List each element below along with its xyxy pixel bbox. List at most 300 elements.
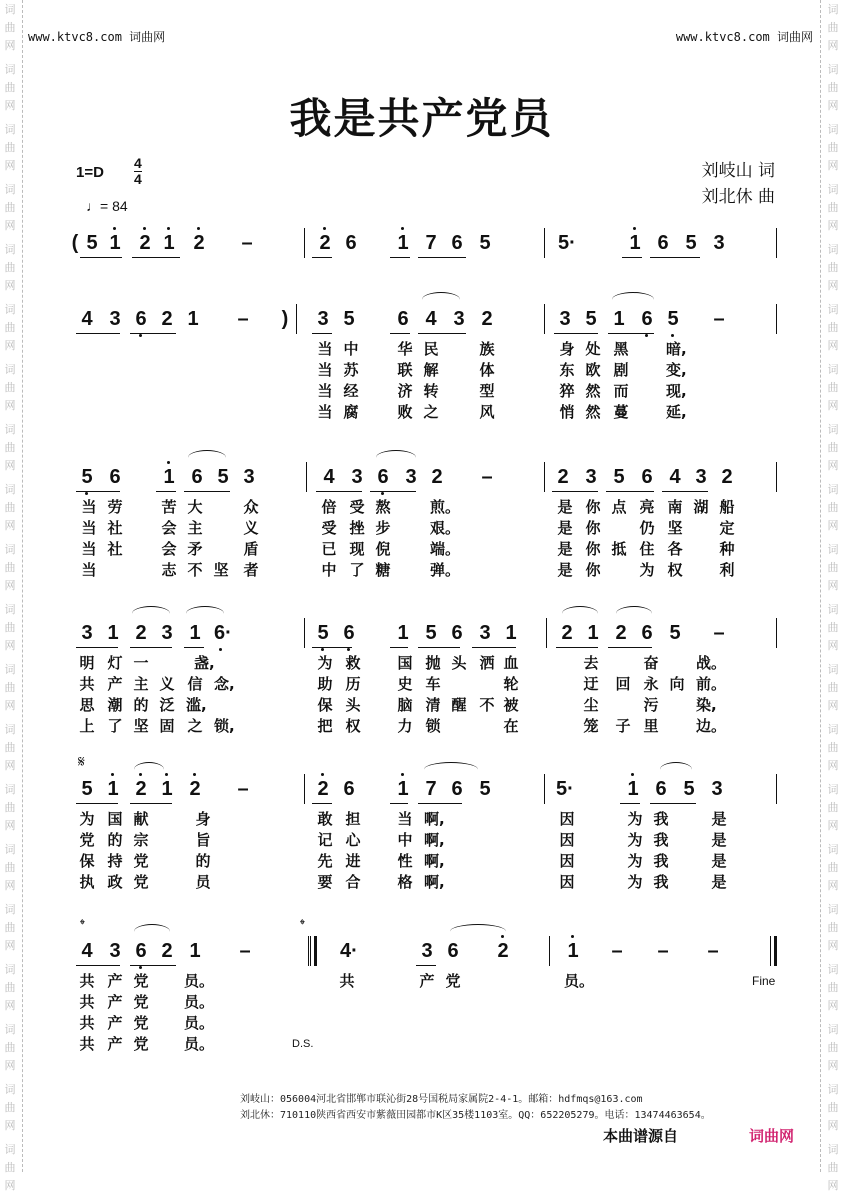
beam-underline — [132, 257, 180, 258]
barline — [296, 304, 297, 334]
watermark-char: 网 — [4, 99, 16, 112]
slur — [134, 924, 170, 939]
note: – — [237, 308, 249, 330]
lyric-char: 党 — [133, 1035, 149, 1053]
watermark-char: 曲 — [827, 321, 839, 334]
note: 6 — [641, 622, 653, 644]
beam-underline — [76, 965, 120, 966]
lyric-char: 向 — [669, 675, 685, 693]
lyric-char: 中 — [343, 340, 359, 358]
barline — [544, 228, 545, 258]
lyric-char: 为 — [79, 810, 95, 828]
lyric-char: 各 — [667, 540, 683, 558]
lyric-char: 历 — [345, 675, 361, 693]
lyric-char: 端。 — [430, 540, 461, 558]
watermark-char: 网 — [827, 579, 839, 592]
barline — [776, 304, 777, 334]
beam-underline — [312, 257, 332, 258]
score-system — [0, 936, 719, 1054]
note: 5 — [685, 232, 697, 254]
note: 1 — [189, 940, 201, 962]
slur — [422, 292, 460, 307]
watermark-char: 词 — [827, 543, 839, 556]
note: 3 — [695, 466, 707, 488]
beam-underline — [370, 491, 416, 492]
lyric-char: 而 — [613, 382, 629, 400]
barline — [776, 228, 777, 258]
barline — [304, 228, 305, 258]
lyric-char: 党 — [79, 831, 95, 849]
lyric-char: 中 — [397, 831, 413, 849]
lyric-char: 倪 — [375, 540, 391, 558]
note: 1 — [161, 778, 173, 800]
watermark-char: 词 — [827, 1083, 839, 1096]
beam-underline — [390, 257, 410, 258]
watermark-char: 网 — [827, 339, 839, 352]
lyric-char: 义 — [243, 519, 259, 537]
watermark-char: 词 — [827, 903, 839, 916]
watermark-char: 曲 — [827, 1101, 839, 1114]
note: 2 — [615, 622, 627, 644]
beam-underline — [418, 803, 462, 804]
barline — [544, 304, 545, 334]
note: 2 — [557, 466, 569, 488]
lyric-verse-1 — [0, 338, 710, 359]
note: 4· — [340, 940, 358, 962]
lyric-char: 洒 — [479, 654, 495, 672]
lyric-char: 然 — [585, 403, 601, 421]
note: 7 — [425, 778, 437, 800]
note: 6 — [451, 778, 463, 800]
lyric-char: 主 — [133, 675, 149, 693]
note: 1 — [189, 622, 201, 644]
watermark-char: 词 — [4, 123, 16, 136]
footer-lyricist-address: 刘岐山：056004河北省邯郸市联沁街28号国税局家属院2-4-1。邮箱：hdfmqs@163.com — [240, 1094, 643, 1105]
lyric-char: 边。 — [696, 717, 727, 735]
lyric-char: 产 — [107, 675, 123, 693]
note: 1 — [163, 232, 175, 254]
slur — [450, 924, 506, 939]
watermark-char: 曲 — [827, 21, 839, 34]
lyric-verse-1 — [0, 808, 727, 829]
barline — [546, 618, 547, 648]
lyric-char: 迂 — [583, 675, 599, 693]
watermark-char: 曲 — [4, 621, 16, 634]
score-system — [0, 774, 727, 892]
note: 6 — [451, 232, 463, 254]
lyric-char: 锁 — [425, 717, 441, 735]
beam-underline — [418, 333, 466, 334]
watermark-char: 词 — [4, 483, 16, 496]
note: 3 — [81, 622, 93, 644]
lyric-char: 脑 — [397, 696, 413, 714]
lyric-char: 回 — [615, 675, 631, 693]
note: 1 — [397, 778, 409, 800]
song-title: 我是共产党员 — [289, 94, 554, 143]
watermark-char: 网 — [4, 339, 16, 352]
lyric-char: 悄 — [559, 403, 575, 421]
site-header-right: www.ktvc8.com 词曲网 — [675, 30, 813, 44]
lyric-char: 盾 — [243, 540, 259, 558]
lyric-char: 党 — [133, 993, 149, 1011]
lyric-char: 助 — [317, 675, 333, 693]
lyric-char: 苦 — [161, 498, 177, 516]
lyric-char: 进 — [345, 852, 361, 870]
watermark-char: 网 — [827, 759, 839, 772]
watermark-char: 曲 — [827, 861, 839, 874]
barline — [304, 618, 305, 648]
beam-underline — [312, 647, 352, 648]
watermark-char: 曲 — [827, 981, 839, 994]
lyric-char: 社 — [107, 540, 123, 558]
watermark-char: 网 — [4, 579, 16, 592]
lyric-char: 是 — [711, 831, 727, 849]
watermark-char: 曲 — [4, 501, 16, 514]
beam-underline — [184, 491, 230, 492]
slur — [132, 606, 170, 621]
segno-icon: 𝄋 — [78, 754, 85, 771]
lyric-char: 执 — [79, 873, 95, 891]
lyric-char: 为 — [627, 873, 643, 891]
note: 6 — [447, 940, 459, 962]
watermark-char: 网 — [4, 999, 16, 1012]
lyric-char: 救 — [345, 654, 361, 672]
lyric-char: 是 — [557, 561, 573, 579]
barline — [308, 936, 309, 966]
note: – — [237, 778, 249, 800]
watermark-char: 网 — [4, 39, 16, 52]
note: 3 — [585, 466, 597, 488]
watermark-char: 词 — [4, 183, 16, 196]
watermark-char: 词 — [827, 483, 839, 496]
lyric-char: 抛 — [425, 654, 441, 672]
watermark-char: 词 — [4, 663, 16, 676]
lyric-char: 污 — [643, 696, 659, 714]
watermark-char: 网 — [4, 519, 16, 532]
lyric-verse-2 — [0, 359, 710, 380]
lyric-char: 民 — [423, 340, 439, 358]
beam-underline — [76, 333, 120, 334]
watermark-char: 词 — [4, 243, 16, 256]
lyric-char: 现, — [666, 382, 687, 400]
note: 6 — [135, 940, 147, 962]
note: 3 — [421, 940, 433, 962]
watermark-char: 网 — [827, 879, 839, 892]
beam-underline — [418, 257, 466, 258]
note: 4 — [669, 466, 681, 488]
note: 5 — [479, 232, 491, 254]
beam-underline — [80, 257, 122, 258]
coda-icon: 𝄌 — [80, 916, 85, 932]
note: 1 — [107, 622, 119, 644]
notes-line — [0, 462, 733, 496]
source-brand-link[interactable]: 词曲网 — [749, 1127, 795, 1145]
lyric-char: 种 — [719, 540, 735, 558]
watermark-char: 网 — [827, 819, 839, 832]
beam-underline — [472, 647, 516, 648]
watermark-char: 网 — [827, 399, 839, 412]
lyric-char: 染, — [696, 696, 717, 714]
note: 6 — [641, 466, 653, 488]
lyric-char: 你 — [585, 561, 601, 579]
note: 6 — [451, 622, 463, 644]
lyric-verse-1 — [0, 652, 727, 673]
lyric-char: 当 — [397, 810, 413, 828]
note: 5 — [81, 466, 93, 488]
tempo-marking: ♩= 84 — [86, 198, 128, 214]
watermark-char: 词 — [4, 3, 16, 16]
lyric-char: 党 — [133, 873, 149, 891]
lyric-char: 身 — [559, 340, 575, 358]
slur — [612, 292, 654, 307]
lyric-char: 头 — [345, 696, 361, 714]
lyric-char: 产 — [107, 1014, 123, 1032]
lyric-char: 泛 — [159, 696, 175, 714]
lyric-char: 为 — [627, 852, 643, 870]
beam-underline — [130, 965, 176, 966]
lyric-char: 一 — [133, 654, 149, 672]
note: ) — [281, 308, 289, 330]
lyric-char: 为 — [627, 810, 643, 828]
beam-underline — [184, 647, 204, 648]
watermark-char: 曲 — [4, 801, 16, 814]
lyric-char: 不 — [479, 696, 495, 714]
lyric-char: 处 — [585, 340, 601, 358]
watermark-char: 网 — [827, 699, 839, 712]
note: 5 — [613, 466, 625, 488]
barline — [306, 462, 307, 492]
note: 2 — [193, 232, 205, 254]
watermark-char: 词 — [827, 603, 839, 616]
watermark-char: 网 — [827, 39, 839, 52]
source-label: 本曲谱源自 — [603, 1127, 679, 1145]
lyric-char: 是 — [557, 519, 573, 537]
lyric-char: 矛 — [187, 540, 203, 558]
slur — [562, 606, 598, 621]
watermark-char: 曲 — [4, 861, 16, 874]
lyric-char: 奋 — [643, 654, 659, 672]
beam-underline — [390, 647, 408, 648]
watermark-char: 曲 — [4, 141, 16, 154]
note: 2 — [721, 466, 733, 488]
lyric-char: 权 — [667, 561, 683, 579]
beam-underline — [76, 803, 118, 804]
lyric-char: 南 — [667, 498, 683, 516]
watermark-char: 网 — [4, 639, 16, 652]
note: 2 — [431, 466, 443, 488]
lyric-char: 已 — [321, 540, 337, 558]
lyric-char: 上 — [79, 717, 95, 735]
watermark-char: 曲 — [827, 621, 839, 634]
note: – — [241, 232, 253, 254]
watermark-char: 词 — [4, 1023, 16, 1036]
beam-underline — [650, 257, 700, 258]
watermark-char: 曲 — [4, 81, 16, 94]
lyric-char: 剧 — [613, 361, 629, 379]
lyric-char: 当 — [81, 498, 97, 516]
lyric-char: 亮 — [639, 498, 655, 516]
lyric-char: 型 — [479, 382, 495, 400]
lyric-char: 当 — [317, 361, 333, 379]
lyric-char: 产 — [107, 972, 123, 990]
watermark-char: 曲 — [4, 1101, 16, 1114]
lyric-char: 败 — [397, 403, 413, 421]
lyric-char: 共 — [79, 972, 95, 990]
lyric-char: 记 — [317, 831, 333, 849]
lyric-char: 仍 — [639, 519, 655, 537]
lyric-char: 步 — [375, 519, 391, 537]
watermark-char: 曲 — [827, 381, 839, 394]
right-watermark-strip — [820, 0, 843, 1192]
note: – — [713, 622, 725, 644]
lyric-char: 共 — [339, 972, 355, 990]
watermark-char: 曲 — [827, 501, 839, 514]
note: 3 — [109, 308, 121, 330]
lyric-char: 艰。 — [430, 519, 461, 537]
lyric-char: 把 — [317, 717, 333, 735]
watermark-char: 曲 — [827, 81, 839, 94]
note: – — [239, 940, 251, 962]
lyric-char: 你 — [585, 519, 601, 537]
beam-underline — [390, 333, 410, 334]
lyric-char: 主 — [187, 519, 203, 537]
watermark-char: 词 — [4, 1143, 16, 1156]
lyric-char: 了 — [107, 717, 123, 735]
beam-underline — [76, 491, 120, 492]
barline — [776, 462, 777, 492]
barline — [304, 774, 305, 804]
score-system — [0, 618, 727, 736]
lyric-char: 先 — [317, 852, 333, 870]
lyric-char: 盏, — [194, 654, 215, 672]
lyric-char: 敢 — [317, 810, 333, 828]
note: 2 — [481, 308, 493, 330]
note: 6 — [343, 622, 355, 644]
lyric-char: 坚 — [133, 717, 149, 735]
lyric-char: 暗, — [666, 340, 687, 358]
lyric-char: 固 — [159, 717, 175, 735]
note: – — [481, 466, 493, 488]
lyric-char: 保 — [317, 696, 333, 714]
watermark-char: 网 — [827, 999, 839, 1012]
note: 2 — [135, 622, 147, 644]
note: ( — [71, 232, 79, 254]
lyric-char: 现 — [349, 540, 365, 558]
beam-underline — [316, 491, 362, 492]
watermark-char: 网 — [827, 159, 839, 172]
watermark-char: 网 — [4, 1119, 16, 1132]
note: 1 — [397, 232, 409, 254]
key-signature: 1=D — [76, 164, 104, 181]
lyricist-credit: 刘岐山 词 — [701, 161, 775, 181]
lyric-char: 蔓 — [613, 403, 629, 421]
lyric-char: 东 — [559, 361, 575, 379]
lyric-char: 济 — [397, 382, 413, 400]
lyric-char: 党 — [133, 972, 149, 990]
lyric-char: 劳 — [107, 498, 123, 516]
double-barline — [774, 936, 777, 966]
lyric-char: 你 — [585, 540, 601, 558]
lyric-char: 我 — [653, 852, 669, 870]
lyric-char: 欧 — [585, 361, 601, 379]
slur — [188, 450, 226, 465]
lyric-char: 头 — [451, 654, 467, 672]
lyric-char: 当 — [317, 340, 333, 358]
lyric-char: 永 — [643, 675, 659, 693]
watermark-char: 词 — [827, 3, 839, 16]
lyric-verse-4 — [0, 1033, 710, 1054]
note: 1 — [397, 622, 409, 644]
watermark-char: 曲 — [4, 21, 16, 34]
watermark-char: 网 — [4, 879, 16, 892]
lyric-char: 受 — [349, 498, 365, 516]
lyric-char: 然 — [585, 382, 601, 400]
watermark-char: 词 — [4, 1083, 16, 1096]
lyric-char: 受 — [321, 519, 337, 537]
watermark-char: 词 — [827, 423, 839, 436]
lyric-char: 心 — [345, 831, 361, 849]
beam-underline — [608, 333, 654, 334]
slur — [376, 450, 416, 465]
lyric-char: 当 — [81, 561, 97, 579]
lyric-char: 性 — [397, 852, 413, 870]
watermark-char: 网 — [4, 1059, 16, 1072]
watermark-char: 词 — [4, 843, 16, 856]
watermark-char: 网 — [4, 819, 16, 832]
slur — [134, 762, 164, 777]
lyric-char: 者 — [243, 561, 259, 579]
note: 2 — [561, 622, 573, 644]
watermark-char: 曲 — [4, 441, 16, 454]
lyric-char: 是 — [557, 540, 573, 558]
lyric-char: 格 — [397, 873, 413, 891]
footer-composer-address: 刘北休：710110陕西省西安市紫薇田园都市K区35楼1103室。QQ：652205279。电话：13474463654。 — [240, 1110, 711, 1121]
note: 4 — [81, 308, 93, 330]
watermark-char: 曲 — [4, 741, 16, 754]
lyric-verse-3 — [0, 538, 735, 559]
note: 3 — [351, 466, 363, 488]
lyric-verse-3 — [0, 694, 717, 715]
lyric-char: 弹。 — [430, 561, 461, 579]
lyric-char: 潮 — [107, 696, 123, 714]
lyric-char: 去 — [583, 654, 599, 672]
note: 5 — [669, 622, 681, 644]
lyric-char: 熬 — [375, 498, 391, 516]
watermark-char: 词 — [4, 63, 16, 76]
lyric-char: 当 — [317, 403, 333, 421]
watermark-char: 网 — [4, 459, 16, 472]
lyric-char: 我 — [653, 810, 669, 828]
watermark-char: 网 — [827, 1119, 839, 1132]
lyric-char: 中 — [321, 561, 337, 579]
watermark-char: 曲 — [827, 1161, 839, 1174]
lyric-char: 前。 — [696, 675, 727, 693]
note: – — [713, 308, 725, 330]
lyric-char: 念, — [214, 675, 235, 693]
barline — [544, 774, 545, 804]
note: 5 — [585, 308, 597, 330]
lyric-char: 船 — [719, 498, 735, 516]
lyric-char: 啊, — [424, 810, 445, 828]
lyric-char: 员。 — [564, 972, 595, 990]
note: 1 — [587, 622, 599, 644]
lyric-char: 笼 — [583, 717, 599, 735]
watermark-char: 曲 — [827, 441, 839, 454]
note: 6 — [655, 778, 667, 800]
lyric-char: 思 — [79, 696, 95, 714]
lyric-verse-2 — [0, 673, 727, 694]
lyric-char: 义 — [159, 675, 175, 693]
